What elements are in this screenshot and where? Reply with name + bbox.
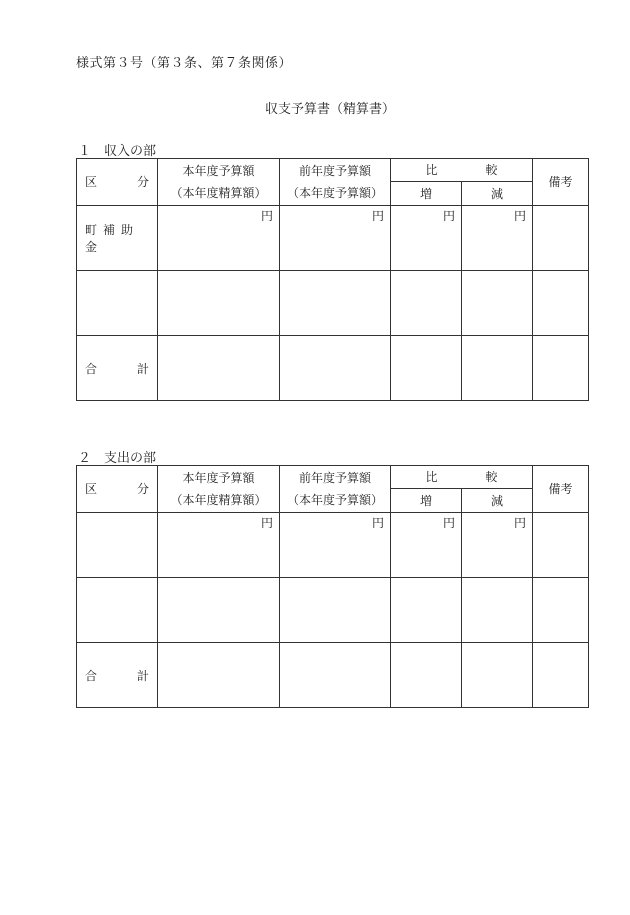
expense-remarks-cell <box>533 513 589 578</box>
income-total-cell <box>391 336 462 401</box>
income-total-cell <box>158 336 280 401</box>
yen-unit: 円 <box>371 516 384 530</box>
expense-row-label <box>77 513 158 578</box>
expense-previous-cell <box>280 513 391 578</box>
expense-blank-cell <box>462 578 533 643</box>
income-total-cell <box>280 336 391 401</box>
expense-increase-cell <box>391 513 462 578</box>
form-number: 様式第３号（第３条、第７条関係） <box>76 56 293 71</box>
header-comparison: 比 較 <box>391 159 533 182</box>
expense-total-cell <box>280 643 391 708</box>
expense-decrease-cell <box>462 513 533 578</box>
header-previous-budget: 前年度予算額 （本年度予算額） <box>280 466 391 513</box>
expense-total-label: 合 計 <box>77 643 158 708</box>
income-section-heading <box>78 140 156 159</box>
expense-blank-cell <box>280 578 391 643</box>
expense-total-cell <box>158 643 280 708</box>
income-previous-cell <box>280 206 391 271</box>
header-remarks: 備考 <box>533 159 589 206</box>
header-previous-budget: 前年度予算額 （本年度予算額） <box>280 159 391 206</box>
expense-section-heading <box>78 447 156 466</box>
yen-unit: 円 <box>513 516 526 530</box>
header-decrease: 減 <box>462 182 533 206</box>
yen-unit: 円 <box>442 516 455 530</box>
expense-section-title: 支出の部 <box>104 451 157 466</box>
income-blank-cell <box>280 271 391 336</box>
yen-unit: 円 <box>442 209 455 223</box>
income-remarks-cell <box>533 206 589 271</box>
income-table <box>76 158 589 401</box>
income-row-label: 町補助金 <box>77 206 158 271</box>
expense-blank-cell <box>158 578 280 643</box>
expense-total-cell <box>391 643 462 708</box>
income-blank-label <box>77 271 158 336</box>
header-increase: 増 <box>391 182 462 206</box>
header-comparison: 比 較 <box>391 466 533 489</box>
header-decrease: 減 <box>462 489 533 513</box>
yen-unit: 円 <box>513 209 526 223</box>
income-section-title: 収入の部 <box>104 144 157 159</box>
income-total-cell <box>533 336 589 401</box>
expense-section-number: ２ <box>78 451 92 466</box>
yen-unit: 円 <box>260 209 273 223</box>
income-blank-cell <box>462 271 533 336</box>
expense-total-cell <box>533 643 589 708</box>
income-total-cell <box>462 336 533 401</box>
header-increase: 増 <box>391 489 462 513</box>
income-section-number: １ <box>78 144 92 159</box>
header-kubun: 区 分 <box>77 159 158 206</box>
expense-table <box>76 465 589 708</box>
yen-unit: 円 <box>260 516 273 530</box>
income-blank-cell <box>391 271 462 336</box>
expense-blank-cell <box>533 578 589 643</box>
expense-blank-cell <box>391 578 462 643</box>
income-current-cell <box>158 206 280 271</box>
document-title: 収支予算書（精算書） <box>264 102 395 117</box>
expense-blank-label <box>77 578 158 643</box>
expense-current-cell <box>158 513 280 578</box>
income-increase-cell <box>391 206 462 271</box>
income-blank-cell <box>158 271 280 336</box>
income-blank-cell <box>533 271 589 336</box>
yen-unit: 円 <box>371 209 384 223</box>
header-kubun: 区 分 <box>77 466 158 513</box>
expense-total-cell <box>462 643 533 708</box>
income-total-label: 合 計 <box>77 336 158 401</box>
header-current-budget: 本年度予算額 （本年度精算額） <box>158 466 280 513</box>
header-remarks: 備考 <box>533 466 589 513</box>
income-decrease-cell <box>462 206 533 271</box>
header-current-budget: 本年度予算額 （本年度精算額） <box>158 159 280 206</box>
